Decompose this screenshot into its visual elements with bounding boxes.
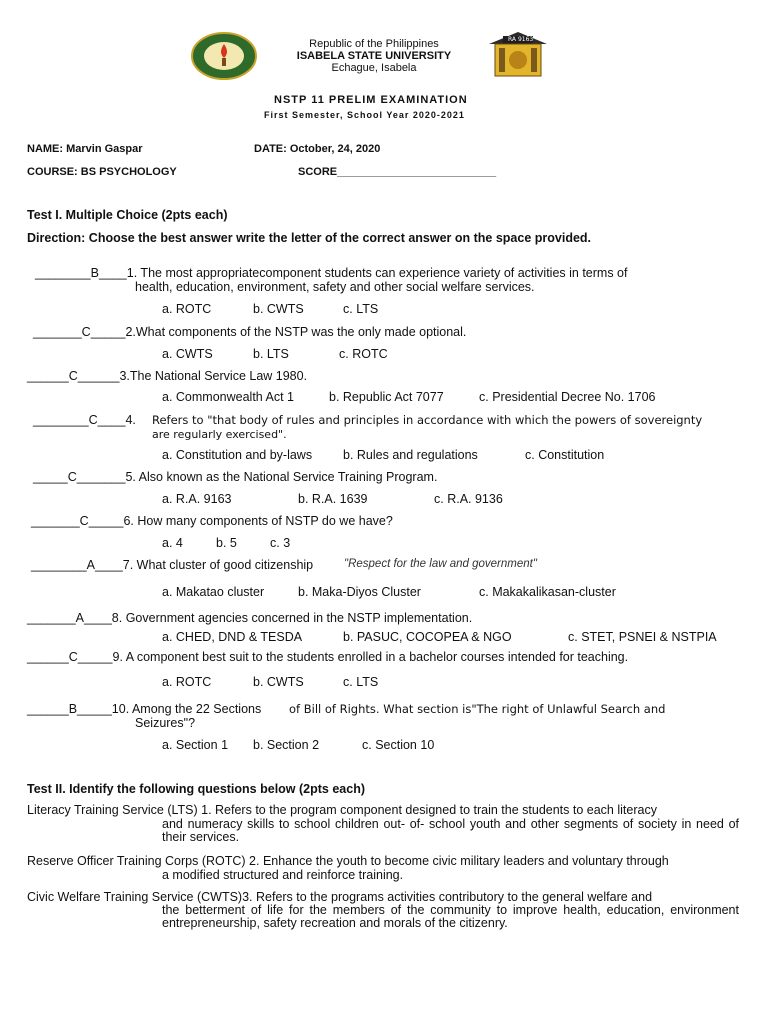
q4-option-c: c. Constitution — [525, 448, 605, 462]
q10-option-a: a. Section 1 — [162, 738, 229, 752]
test2-item3-cont: the betterment of life for the members of the community to improve health, education, environment entrepreneurship, safety recreation and morals of the citizenry. — [162, 903, 739, 930]
q4-stem-number: ________C____4. — [33, 413, 136, 427]
header-university-name: ISABELA STATE UNIVERSITY — [296, 50, 452, 62]
q10-option-b: b. Section 2 — [253, 738, 320, 752]
q1-option-a: a. ROTC — [162, 302, 212, 316]
q10-option-c: c. Section 10 — [362, 738, 435, 752]
q6-option-b: b. 5 — [216, 536, 237, 550]
q1-option-b: b. CWTS — [253, 302, 304, 316]
test2-item3-lead: Civic Welfare Training Service (CWTS)3. Refers to the programs activities contributory to the general welfare and — [27, 890, 653, 904]
q6-option-c: c. 3 — [270, 536, 291, 550]
q3-stem: ______C______3.The National Service Law 1980. — [27, 369, 308, 383]
q4-stem-cont: are regularly exercised". — [152, 428, 287, 441]
q1-stem: ________B____1. The most appropriatecomponent students can experience variety of activities in terms of — [35, 266, 628, 280]
q2-stem: _______C_____2.What components of the NSTP was the only made optional. — [33, 325, 467, 339]
q8-option-b: b. PASUC, COCOPEA & NGO — [343, 630, 512, 644]
q5-option-c: c. R.A. 9136 — [434, 492, 503, 506]
student-name: NAME: Marvin Gaspar — [27, 143, 143, 155]
q2-option-c: c. ROTC — [339, 347, 388, 361]
q7-option-c: c. Makakalikasan-cluster — [479, 585, 616, 599]
q9-option-a: a. ROTC — [162, 675, 212, 689]
test1-direction: Direction: Choose the best answer write the letter of the correct answer on the space provided. — [27, 231, 592, 245]
q1-stem-cont: health, education, environment, safety and other social welfare services. — [135, 280, 535, 294]
header-line-republic: Republic of the Philippines — [309, 38, 439, 50]
test2-item1-cont: and numeracy skills to school children out- of- school youth and other segments of society in need of their services. — [162, 817, 739, 844]
q6-option-a: a. 4 — [162, 536, 183, 550]
q8-option-c: c. STET, PSNEI & NSTPIA — [568, 630, 717, 644]
test2-item1-lead: Literacy Training Service (LTS) 1. Refers to the program component designed to train the students to each literacy — [27, 803, 657, 817]
q3-option-a: a. Commonwealth Act 1 — [162, 390, 295, 404]
q1-option-c: c. LTS — [343, 302, 379, 316]
q4-option-a: a. Constitution and by-laws — [162, 448, 313, 462]
q4-option-b: b. Rules and regulations — [343, 448, 478, 462]
q7-option-a: a. Makatao cluster — [162, 585, 265, 599]
test1-heading: Test I. Multiple Choice (2pts each) — [27, 208, 228, 222]
q3-option-b: b. Republic Act 7077 — [329, 390, 444, 404]
q10-stem-cont-b: Seizures"? — [135, 716, 196, 730]
q2-option-a: a. CWTS — [162, 347, 213, 361]
q7-option-b: b. Maka-Diyos Cluster — [298, 585, 421, 599]
exam-semester: First Semester, School Year 2020-2021 — [264, 110, 465, 120]
q10-stem-cont-a: of Bill of Rights. What section is"The right of Unlawful Search and — [289, 702, 666, 716]
score-field: SCORE__________________________ — [298, 166, 497, 178]
test2-item2-cont: a modified structured and reinforce training. — [162, 868, 404, 882]
q8-stem: _______A____8. Government agencies concerned in the NSTP implementation. — [27, 611, 473, 625]
test2-heading: Test II. Identify the following questions below (2pts each) — [27, 782, 365, 796]
q5-stem: _____C_______5. Also known as the National Service Training Program. — [33, 470, 438, 484]
q8-option-a: a. CHED, DND & TESDA — [162, 630, 303, 644]
q10-stem: ______B_____10. Among the 22 Sections — [27, 702, 262, 716]
q2-option-b: b. LTS — [253, 347, 289, 361]
university-seal — [190, 32, 258, 80]
q4-stem: Refers to "that body of rules and principles in accordance with which the powers of sovereignty — [152, 413, 703, 427]
q7-stem: ________A____7. What cluster of good citizenship — [31, 558, 314, 572]
header-location: Echague, Isabela — [331, 62, 417, 74]
q3-option-c: c. Presidential Decree No. 1706 — [479, 390, 656, 404]
exam-date: DATE: October, 24, 2020 — [254, 143, 381, 155]
q9-stem: ______C_____9. A component best suit to the students enrolled in a bachelor courses intended for teaching. — [27, 650, 629, 664]
q7-stem-quote: "Respect for the law and government" — [344, 558, 537, 570]
q5-option-b: b. R.A. 1639 — [298, 492, 368, 506]
student-course: COURSE: BS PSYCHOLOGY — [27, 166, 177, 178]
test2-item2-lead: Reserve Officer Training Corps (ROTC) 2. Enhance the youth to become civic military leaders and voluntary through — [27, 854, 669, 868]
q5-option-a: a. R.A. 9163 — [162, 492, 232, 506]
q9-option-c: c. LTS — [343, 675, 379, 689]
q6-stem: _______C_____6. How many components of NSTP do we have? — [31, 514, 393, 528]
q9-option-b: b. CWTS — [253, 675, 304, 689]
badge-label: RA 9163 — [508, 36, 534, 43]
ra-9163-badge — [487, 30, 549, 78]
exam-title: NSTP 11 PRELIM EXAMINATION — [274, 94, 468, 106]
